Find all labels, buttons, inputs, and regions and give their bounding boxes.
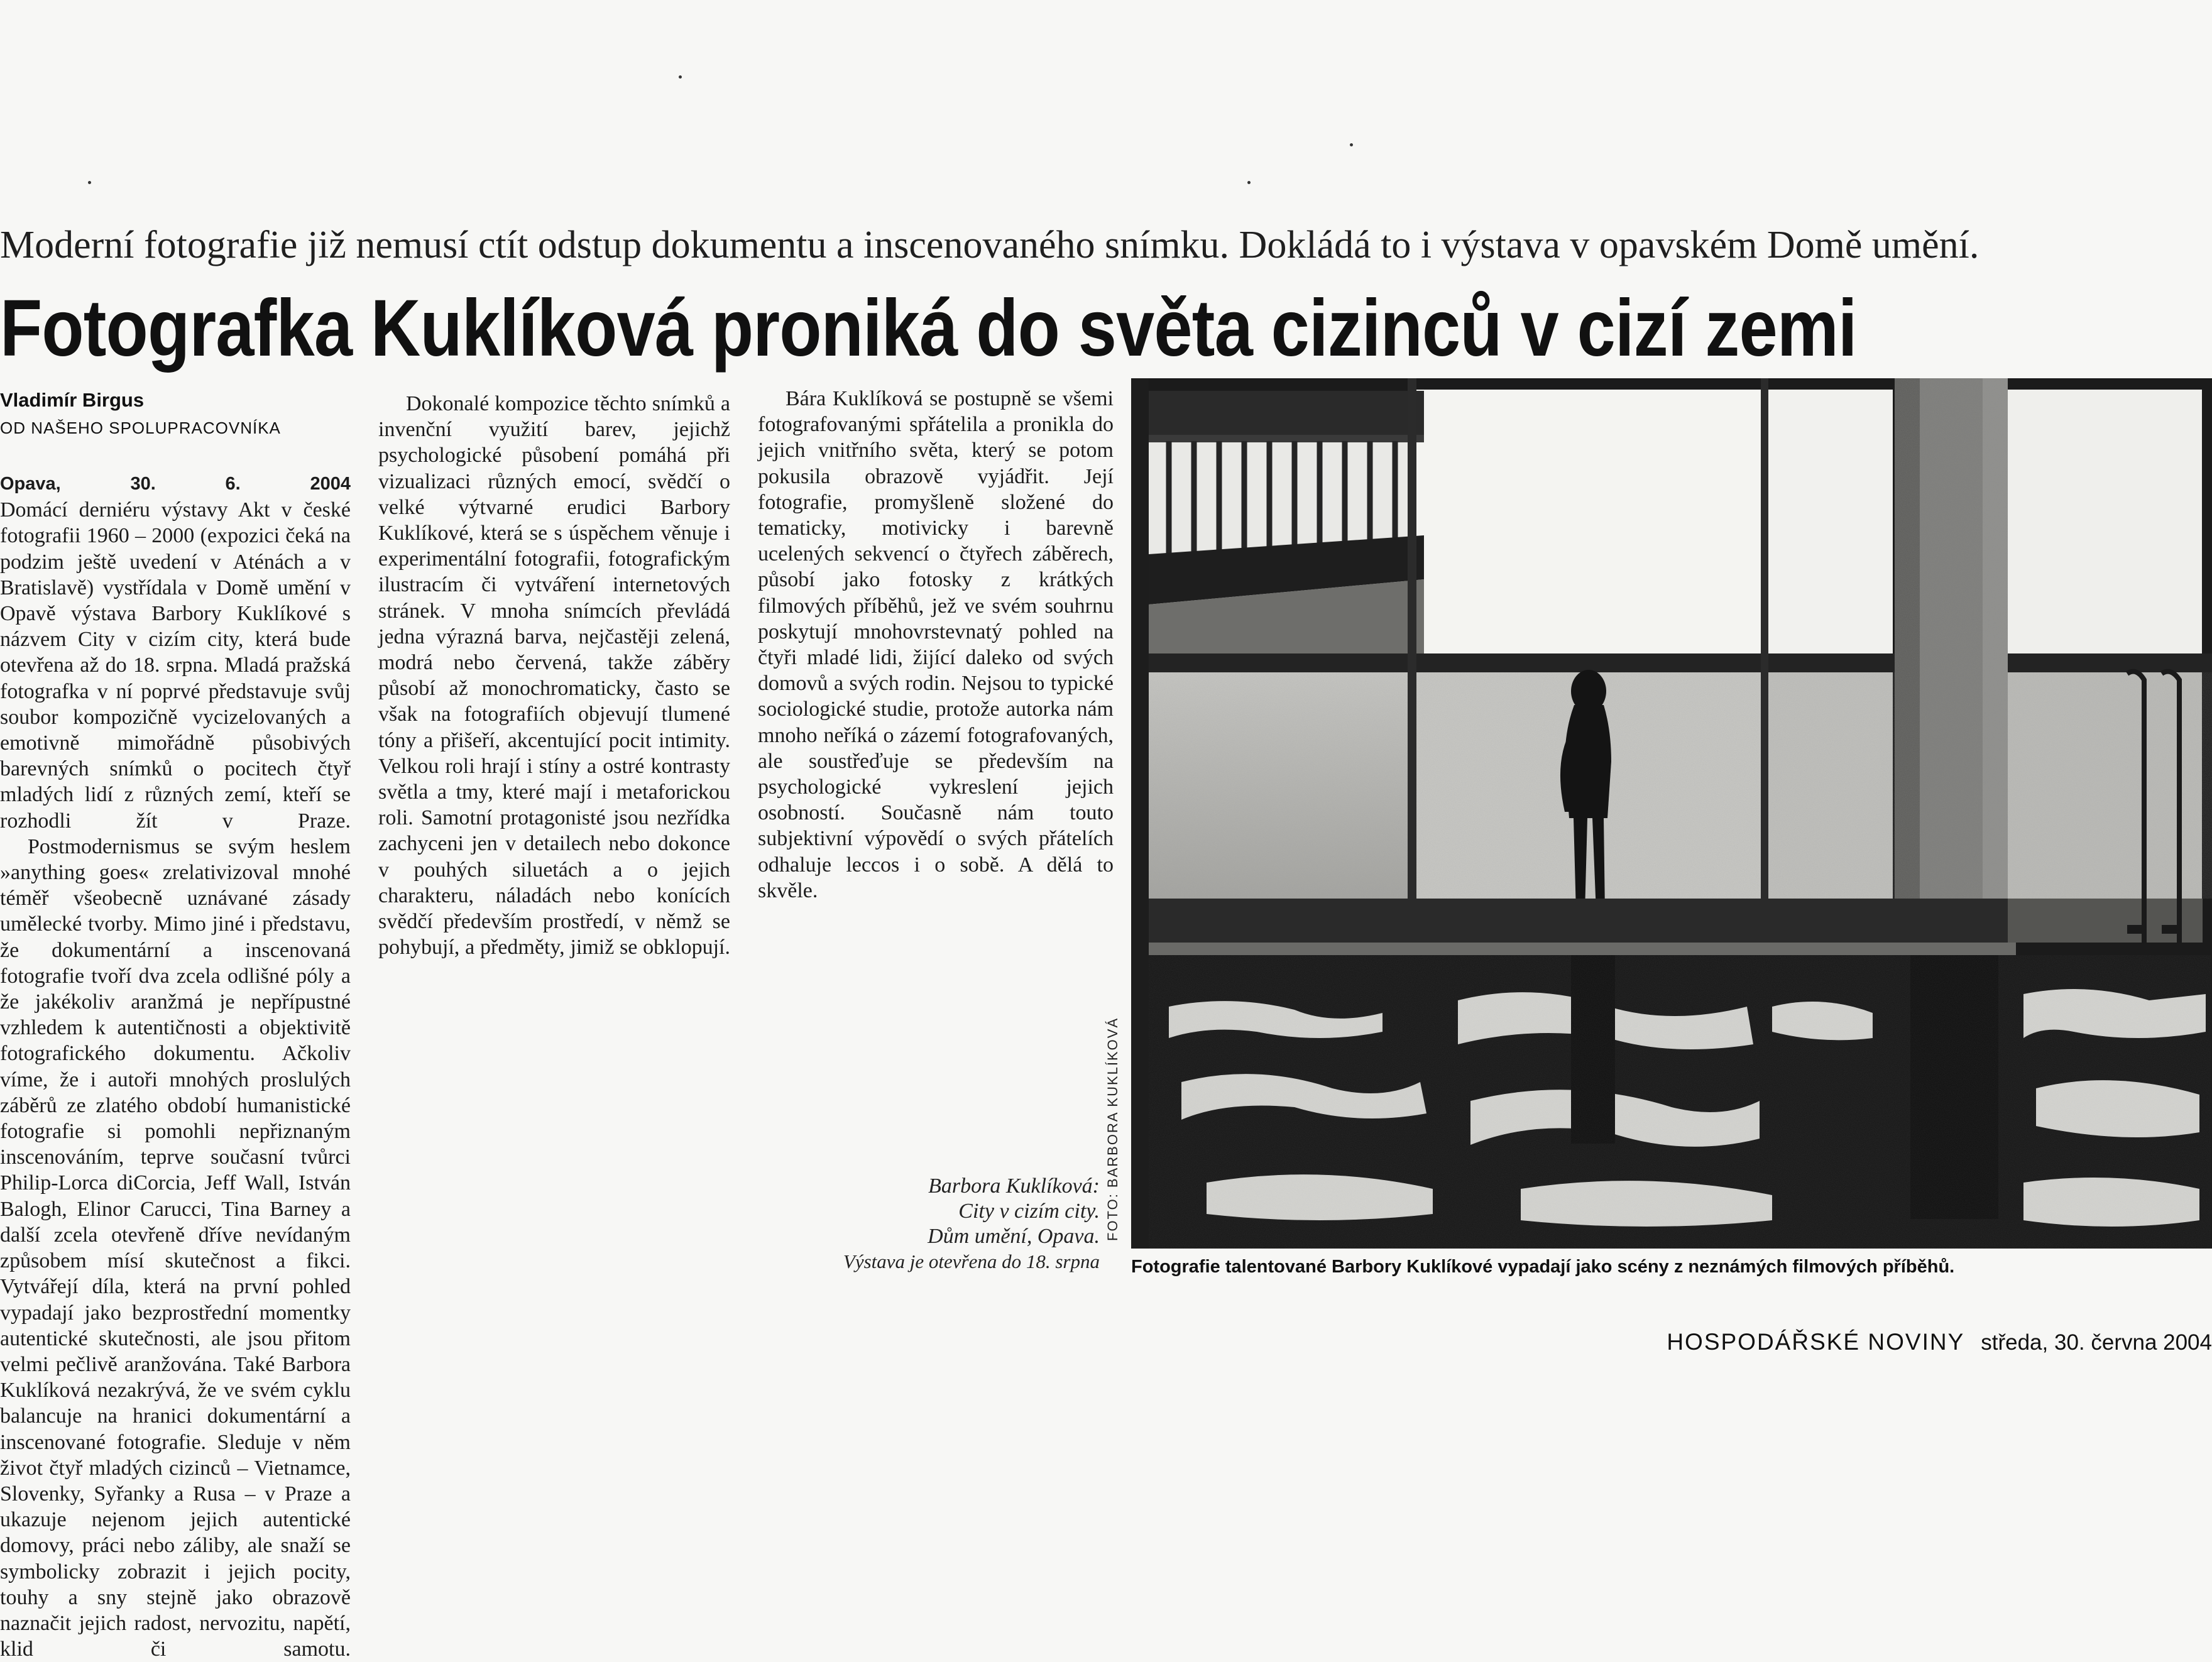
byline [0,386,352,442]
body-paragraph: Postmodernismus se svým heslem »anything goes« zrelativizoval mnohé téměř všeobecně uznávané zásady umělecké tvorby. Mimo jiné i představu, že dokumentární a inscenovaná fotografie tvoří dva zcela odlišné póly a že jakékoliv aranžmá je nepřípustné vzhledem k autentičnosti a objektivitě fotografického dokumentu. Ačkoliv víme, že i autoři mnohých proslulých záběrů ze zlatého období humanistické fotografie si pomohli nepřiznaným inscenováním, teprve současní tvůrci Philip-Lorca diCorcia, Jeff Wall, István Balogh, Elinor Carucci, Tina Barney a další zcela otevřeně dříve nevídaným způsobem mísí skutečnost a fikci. Vytvářejí díla, která na první pohled vypadají jako bezprostřední momentky autentické skutečnosti, ale jsou přitom velmi pečlivě aranžována. Také Barbora Kuklíková nezakrývá, že ve svém cyklu balancuje na hranici dokumentární a inscenované fotografie. Sleduje v něm život čtyř mladých cizinců – Vietnamce, Slovenky, Syřanky a Rusa – v Praze a ukazuje nejenom jejich autentické domovy, práci nebo záliby, ale snaží se symbolicky zobrazit i jejich pocity, touhy a sny stejně jako obrazově naznačit jejich radost, nervozitu, napětí, klid či samotu. [0,834,351,1661]
body-paragraph: Bára Kuklíková se postupně se všemi fotografovanými spřátelila a pronikla do jejich vnitřního světa, který se potom pokusila obrazově vyjádřit. Její fotografie, promyšleně složené do tematicky, motivicky i barevně ucelených sekvencí o čtyřech záběrech, působí jako fotosky z krátkých filmových příběhů, jež ve svém souhrnu poskytují mnohovrstevnatý pohled na čtyři mladé lidi, žijící daleko od svých domovů a svých rodin. Nejsou to typické sociologické studie, protože autorka nám mnoho neříká o zázemí fotografovaných, ale soustřeďuje se především na psychologické vykreslení jejich osobností. Současně nám touto subjektivní výpovědí o svých přátelích odhaluje leccos i o sobě. A dělá to skvěle. [758,387,1114,902]
info-line: Barbora Kuklíková: [928,1174,1100,1198]
publication-date: středa, 30. června 2004 [1981,1330,2212,1355]
page-footer [1508,1329,2212,1355]
photo-image [1131,378,2212,1249]
scan-speck [1247,181,1251,184]
dateline: Opava, 30. 6. 2004 [0,474,351,494]
text-column-2 [378,391,730,960]
article-headline: Fotografka Kuklíková proniká do světa cizinců v cizí zemi [0,283,1857,373]
scan-speck [1350,143,1353,146]
article-photo [1131,378,2212,1249]
exhibition-info [759,1174,1100,1274]
article-subheadline: Moderní fotografie již nemusí ctít odstup dokumentu a inscenovaného snímku. Dokládá to i výstava v opavském Domě umění. [0,224,1979,266]
photo-caption: Fotografie talentované Barbory Kuklíkové vypadají jako scény z neznámých filmových příběhů. [1131,1257,1955,1277]
text-column-1 [0,470,351,1662]
info-line: City v cizím city. [958,1200,1100,1223]
body-paragraph: Dokonalé kompozice těchto snímků a invenční využití barev, jejichž psychologické působení pomáhá při vizualizaci různých emocí, svědčí o velké výtvarné erudici Barbory Kuklíkové, která se s úspěchem věnuje i experimentální fotografii, fotografickým ilustracím či vytváření internetových stránek. V mnoha snímcích převládá jedna výrazná barva, nejčastěji zelená, modrá nebo červená, takže záběry působí až monochromaticky, často se však na fotografiích objevují tlumené tóny a přišeří, akcentující pocit intimity. Velkou roli hrají i stíny a ostré kontrasty světla a tmy, které mají i metaforickou roli. Samotní protagonisté jsou nezřídka zachyceni jen v detailech nebo dokonce v pouhých siluetách a o jejich charakteru, náladách nebo konících svědčí především prostředí, v němž se pohybují, a předměty, jimiž se obklopují. [378,392,730,959]
text-column-3 [758,386,1114,904]
scan-speck [88,181,91,184]
scan-speck [679,75,682,79]
body-paragraph: Domácí derniéru výstavy Akt v české fotografii 1960 – 2000 (expozici čeká na podzim ještě uvedení v Aténách a v Bratislavě) vystřídala v Domě umění v Opavě výstava Barbory Kuklíkové s názvem City v cizím city, která bude otevřena až do 18. srpna. Mladá pražská fotografka v ní poprvé představuje svůj soubor kompozičně vycizelovaných a emotivně mimořádně působivých barevných snímků o pocitech čtyř mladých lidí z různých zemí, kteří se rozhodli žít v Praze. [0,498,351,833]
publication-name: HOSPODÁŘSKÉ NOVINY [1667,1329,1965,1355]
info-line: Výstava je otevřena do 18. srpna [843,1250,1100,1272]
author-source: OD NAŠEHO SPOLUPRACOVNÍKA [0,418,281,437]
photo-credit: FOTO: BARBORA KUKLÍKOVÁ [1105,1017,1120,1241]
author-name: Vladimír Birgus [0,389,145,411]
info-line: Dům umění, Opava. [928,1225,1100,1248]
